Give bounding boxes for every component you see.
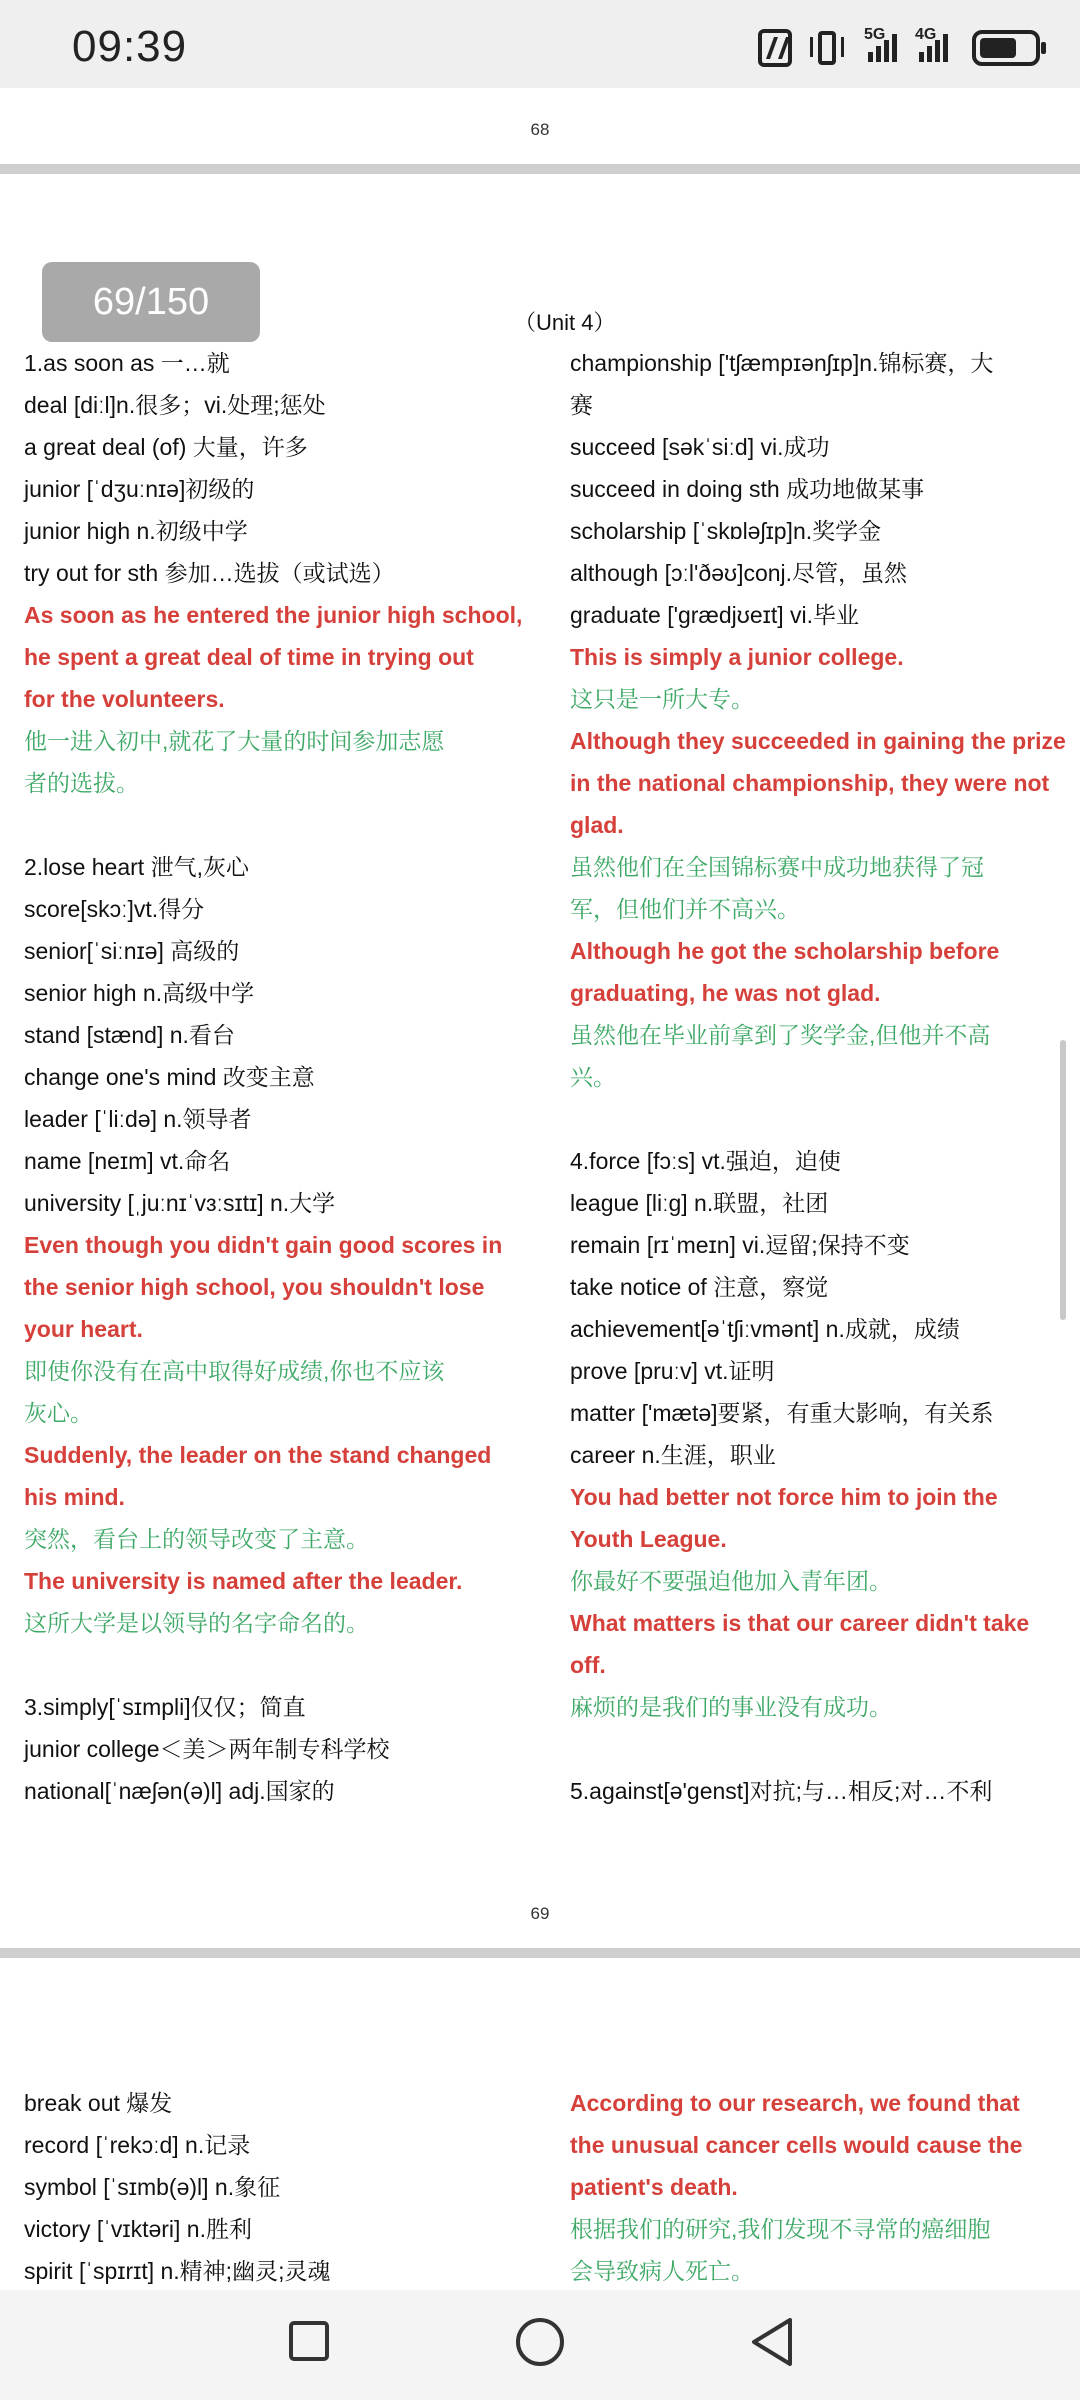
english-sentence: your heart.: [24, 1316, 143, 1342]
vocab-line: senior high n.高级中学: [24, 980, 255, 1006]
home-icon[interactable]: [516, 2318, 564, 2366]
vocab-line: spirit [ˈspɪrɪt] n.精神;幽灵;灵魂: [24, 2258, 331, 2284]
vocab-line: take notice of 注意，察觉: [570, 1274, 829, 1300]
english-sentence: Suddenly, the leader on the stand changed: [24, 1442, 492, 1468]
english-sentence: Although they succeeded in gaining the prize: [570, 728, 1066, 754]
vocab-line: 2.lose heart 泄气,灰心: [24, 854, 249, 880]
status-bar: [0, 0, 1080, 88]
vocab-line: succeed [səkˈsiːd] vi.成功: [570, 434, 830, 460]
english-sentence: graduating, he was not glad.: [570, 980, 881, 1006]
vocab-line: record [ˈrekɔːd] n.记录: [24, 2132, 251, 2158]
chinese-translation: 这所大学是以领导的名字命名的。: [24, 1610, 369, 1636]
english-sentence: glad.: [570, 812, 624, 838]
english-sentence: in the national championship, they were not: [570, 770, 1050, 796]
vocab-line: league [liːg] n.联盟，社团: [570, 1190, 829, 1216]
vocab-line: graduate ['grædjʊeɪt] vi.毕业: [570, 602, 859, 628]
vocab-line: deal [diːl]n.很多；vi.处理;惩处: [24, 392, 326, 418]
chinese-translation: 麻烦的是我们的事业没有成功。: [570, 1694, 892, 1720]
chinese-translation: 根据我们的研究,我们发现不寻常的癌细胞: [570, 2216, 991, 2242]
vocab-line: symbol [ˈsɪmb(ə)l] n.象征: [24, 2174, 281, 2200]
english-sentence: This is simply a junior college.: [570, 644, 904, 670]
english-sentence: As soon as he entered the junior high school,: [24, 602, 523, 628]
chinese-translation: 灰心。: [24, 1400, 93, 1426]
vocab-line: victory [ˈvɪktəri] n.胜利: [24, 2216, 252, 2242]
vocab-line: break out 爆发: [24, 2090, 173, 2116]
navigation-bar: [0, 2290, 1080, 2400]
chinese-translation: 会导致病人死亡。: [570, 2258, 754, 2284]
vocab-line: 4.force [fɔːs] vt.强迫，迫使: [570, 1148, 841, 1174]
chinese-translation: 军，但他们并不高兴。: [570, 896, 800, 922]
page-number-top: 68: [530, 120, 550, 139]
chinese-translation: 兴。: [570, 1064, 616, 1090]
spacer: [570, 1728, 1060, 1770]
vocab-line: succeed in doing sth 成功地做某事: [570, 476, 925, 502]
battery-icon: [972, 30, 1040, 66]
english-sentence: According to our research, we found that: [570, 2090, 1020, 2116]
english-sentence: the senior high school, you shouldn't lose: [24, 1274, 485, 1300]
signal-5g-label: 5G: [864, 26, 886, 43]
chinese-translation: 者的选拔。: [24, 770, 139, 796]
english-sentence: the unusual cancer cells would cause the: [570, 2132, 1023, 2158]
vocab-line: matter ['mætə]要紧，有重大影响，有关系: [570, 1400, 994, 1426]
english-sentence: You had better not force him to join the: [570, 1484, 998, 1510]
vocab-line: a great deal (of) 大量，许多: [24, 434, 308, 460]
vocab-line: remain [rɪˈmeɪn] vi.逗留;保持不变: [570, 1232, 910, 1258]
vocab-line: senior[ˈsiːnɪə] 高级的: [24, 938, 240, 964]
vocab-line: junior college＜美＞两年制专科学校: [24, 1736, 390, 1762]
vocab-line: achievement[əˈtʃiːvmənt] n.成就，成绩: [570, 1316, 960, 1342]
english-sentence: off.: [570, 1652, 606, 1678]
chinese-translation: 他一进入初中,就花了大量的时间参加志愿: [24, 728, 445, 754]
vocab-line: although [ɔːl'ðəʊ]conj.尽管，虽然: [570, 560, 908, 586]
spacer: [570, 1098, 1060, 1140]
vocab-line: junior [ˈdʒuːnɪə]初级的: [24, 476, 255, 502]
vocab-line: score[skɔː]vt.得分: [24, 896, 205, 922]
right-column: [570, 342, 1066, 1812]
chinese-translation: 你最好不要强迫他加入青年团。: [570, 1568, 892, 1594]
vocab-line: name [neɪm] vt.命名: [24, 1148, 231, 1174]
english-sentence: he spent a great deal of time in trying out: [24, 644, 474, 670]
chinese-translation: 突然，看台上的领导改变了主意。: [24, 1526, 369, 1552]
vocab-line: stand [stænd] n.看台: [24, 1022, 235, 1048]
signal-4g-label: 4G: [915, 26, 937, 43]
vocab-line: 1.as soon as 一…就: [24, 350, 230, 376]
english-sentence: Although he got the scholarship before: [570, 938, 1000, 964]
page-number-bottom: 69: [530, 1904, 550, 1923]
vocab-line: 5.against[ə'genst]对抗;与…相反;对…不利: [570, 1778, 993, 1804]
vocab-line: 赛: [570, 392, 593, 418]
left-column-next-page: [24, 2082, 524, 2292]
unit-title: （Unit 4）: [514, 310, 616, 335]
vocab-line: try out for sth 参加…选拔（或试选）: [24, 560, 395, 586]
status-icons: [758, 26, 1040, 70]
english-sentence: Even though you didn't gain good scores in: [24, 1232, 503, 1258]
english-sentence: patient's death.: [570, 2174, 738, 2200]
english-sentence: his mind.: [24, 1484, 125, 1510]
right-column-next-page: [570, 2082, 1060, 2292]
chinese-translation: 虽然他们在全国锦标赛中成功地获得了冠: [570, 854, 984, 880]
english-sentence: What matters is that our career didn't take: [570, 1610, 1030, 1636]
vocab-line: championship ['tʃæmpɪənʃɪp]n.锦标赛，大: [570, 350, 994, 376]
vocab-line: junior high n.初级中学: [24, 518, 248, 544]
scrollbar[interactable]: [1060, 1040, 1066, 1320]
english-sentence: for the volunteers.: [24, 686, 225, 712]
vocab-line: scholarship [ˈskɒləʃɪp]n.奖学金: [570, 518, 882, 544]
back-icon[interactable]: [748, 2316, 796, 2368]
english-sentence: Youth League.: [570, 1526, 727, 1552]
spacer: [24, 804, 524, 846]
vibrate-icon: [810, 29, 846, 67]
page-divider: [0, 164, 1080, 174]
page-divider: [0, 1948, 1080, 1958]
english-sentence: The university is named after the leader.: [24, 1568, 463, 1594]
chinese-translation: 这只是一所大专。: [570, 686, 754, 712]
page-indicator[interactable]: 69/150: [42, 262, 260, 342]
chinese-translation: 虽然他在毕业前拿到了奖学金,但他并不高: [570, 1022, 991, 1048]
vocab-line: change one's mind 改变主意: [24, 1064, 315, 1090]
vocab-line: university [ˌjuːnɪˈvɜːsɪtɪ] n.大学: [24, 1190, 336, 1216]
vocab-line: leader [ˈliːdə] n.领导者: [24, 1106, 252, 1132]
vocab-line: national[ˈnæʃən(ə)l] adj.国家的: [24, 1778, 335, 1804]
left-column: [24, 342, 524, 1812]
vocab-line: prove [pruːv] vt.证明: [570, 1358, 775, 1384]
vocab-line: career n.生涯，职业: [570, 1442, 776, 1468]
chinese-translation: 即使你没有在高中取得好成绩,你也不应该: [24, 1358, 445, 1384]
nfc-icon: [758, 29, 792, 67]
recent-apps-icon[interactable]: [289, 2321, 329, 2361]
vocab-line: 3.simply[ˈsɪmpli]仅仅；简直: [24, 1694, 306, 1720]
status-time: 09:39: [72, 22, 188, 71]
spacer: [24, 1644, 524, 1686]
signal-5g-icon: [864, 26, 897, 62]
signal-4g-icon: [915, 26, 948, 62]
